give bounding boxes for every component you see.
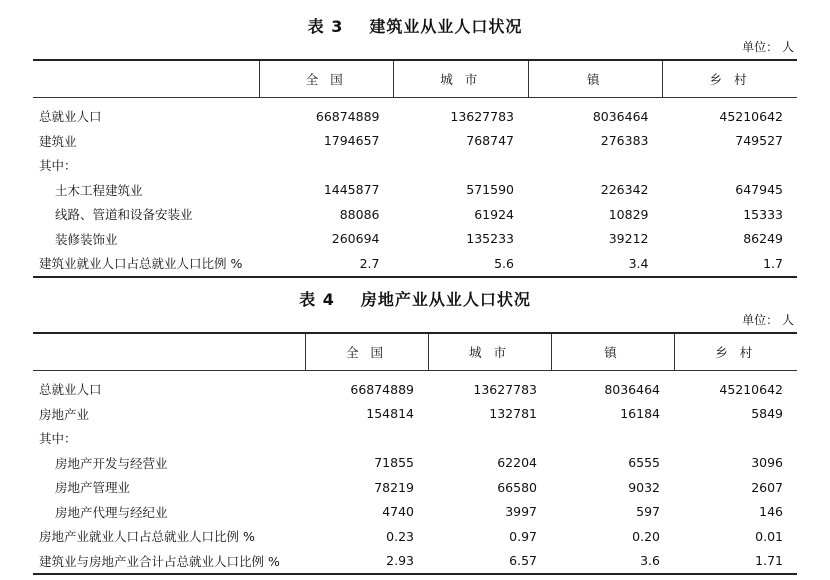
cell-town: 0.20: [632, 528, 660, 544]
table-row: [33, 371, 797, 402]
cell-town: 39212: [608, 231, 649, 247]
cell-city: [428, 426, 551, 451]
cell-town: 3.4: [628, 255, 649, 271]
cell-rural: 749527: [735, 133, 783, 149]
cell-town: 3.6: [640, 553, 660, 569]
table-row: [33, 524, 797, 549]
cell-town: 226342: [600, 182, 649, 198]
cell-city: 62204: [497, 455, 537, 471]
cell-national: 2.93: [386, 553, 414, 569]
row-label: 总就业人口: [39, 109, 102, 125]
table4-title-text: 房地产业从业人口状况: [360, 290, 531, 309]
table4-header-row: [33, 333, 797, 371]
row-label: 房地产业: [39, 406, 90, 422]
cell-national: 4740: [382, 504, 414, 520]
row-label: 建筑业就业人口占总就业人口比例 %: [39, 256, 243, 272]
table-row: [33, 129, 797, 154]
table-row: [33, 402, 797, 427]
cell-city: 66580: [497, 479, 537, 495]
cell-national: 1445877: [323, 182, 380, 198]
cell-rural: 647945: [735, 182, 783, 198]
cell-national: 88086: [339, 206, 380, 222]
table3-corner-cell: [33, 60, 259, 98]
row-label: 土木工程建筑业: [55, 182, 143, 198]
table-row: [33, 153, 797, 178]
cell-national: 66874889: [350, 381, 414, 397]
cell-city: 13627783: [450, 108, 514, 124]
cell-national: 1794657: [323, 133, 380, 149]
table-row: [33, 178, 797, 203]
cell-town: [551, 426, 674, 451]
row-label: 房地产业就业人口占总就业人口比例 %: [39, 529, 255, 545]
cell-rural: 2607: [751, 479, 783, 495]
table3-col-national: 全 国: [259, 60, 394, 98]
table-row: [33, 500, 797, 525]
cell-city: 0.97: [509, 528, 537, 544]
cell-rural: 5849: [751, 406, 783, 422]
table-row: [33, 227, 797, 252]
cell-city: 135233: [466, 231, 514, 247]
cell-town: 597: [636, 504, 660, 520]
row-label: 其中：: [39, 158, 77, 174]
row-label: 房地产代理与经纪业: [55, 504, 168, 520]
cell-city: 3997: [505, 504, 537, 520]
cell-rural: 86249: [743, 231, 783, 247]
cell-rural: 3096: [751, 455, 783, 471]
cell-town: 8036464: [592, 108, 649, 124]
cell-city: 61924: [474, 206, 514, 222]
table4-col-rural: 乡 村: [674, 333, 797, 371]
cell-national: 154814: [366, 406, 414, 422]
cell-town: [528, 153, 663, 178]
table3-title: [0, 14, 830, 37]
row-label: 建筑业与房地产业合计占总就业人口比例 %: [39, 553, 280, 569]
cell-city: [394, 153, 529, 178]
cell-city: 132781: [489, 406, 537, 422]
cell-national: [259, 153, 394, 178]
table3-header-row: [33, 60, 797, 98]
table3-col-rural: 乡 村: [663, 60, 798, 98]
table4: [33, 332, 797, 575]
table3-title-text: 建筑业从业人口状况: [369, 17, 523, 36]
cell-national: 0.23: [386, 528, 414, 544]
table-row: [33, 549, 797, 575]
table3-unit: 单位： 人: [742, 40, 794, 54]
table4-col-national: 全 国: [305, 333, 428, 371]
table-row: [33, 251, 797, 277]
table-row: [33, 98, 797, 129]
cell-town: 9032: [628, 479, 660, 495]
row-label: 其中：: [39, 431, 77, 447]
cell-town: 10829: [608, 206, 649, 222]
cell-town: 8036464: [604, 381, 660, 397]
table4-col-town: 镇: [551, 333, 674, 371]
table4-col-city: 城 市: [428, 333, 551, 371]
cell-rural: 45210642: [719, 108, 783, 124]
cell-rural: [663, 153, 798, 178]
cell-national: 2.7: [359, 255, 380, 271]
row-label: 总就业人口: [39, 382, 102, 398]
cell-national: 66874889: [315, 108, 380, 124]
cell-rural: 1.7: [763, 255, 783, 271]
row-label: 装修装饰业: [55, 231, 118, 247]
row-label: 房地产开发与经营业: [55, 455, 168, 471]
cell-national: 78219: [374, 479, 414, 495]
table3-number: 表 3: [307, 17, 344, 36]
cell-town: 276383: [600, 133, 649, 149]
table4-number: 表 4: [299, 290, 335, 309]
cell-town: 16184: [620, 406, 660, 422]
cell-rural: 146: [759, 504, 783, 520]
table3-col-city: 城 市: [394, 60, 529, 98]
table-row: [33, 475, 797, 500]
cell-city: 571590: [466, 182, 514, 198]
cell-city: 13627783: [473, 381, 537, 397]
row-label: 房地产管理业: [55, 480, 131, 496]
cell-national: [305, 426, 428, 451]
cell-rural: 15333: [743, 206, 783, 222]
row-label: 建筑业: [39, 133, 77, 149]
cell-rural: 0.01: [755, 528, 783, 544]
cell-town: 6555: [628, 455, 660, 471]
cell-national: 260694: [331, 231, 380, 247]
table3: [33, 59, 797, 278]
table-row: [33, 451, 797, 476]
cell-city: 768747: [466, 133, 514, 149]
table3-col-town: 镇: [528, 60, 663, 98]
row-label: 线路、管道和设备安装业: [55, 207, 193, 223]
cell-rural: 45210642: [719, 381, 783, 397]
table-row: [33, 202, 797, 227]
table-row: [33, 426, 797, 451]
cell-rural: [674, 426, 797, 451]
cell-city: 5.6: [494, 255, 514, 271]
table4-unit: 单位： 人: [742, 313, 794, 327]
table4-title: [0, 287, 830, 310]
cell-rural: 1.71: [755, 553, 783, 569]
cell-city: 6.57: [509, 553, 537, 569]
table4-corner-cell: [33, 333, 305, 371]
cell-national: 71855: [374, 455, 414, 471]
